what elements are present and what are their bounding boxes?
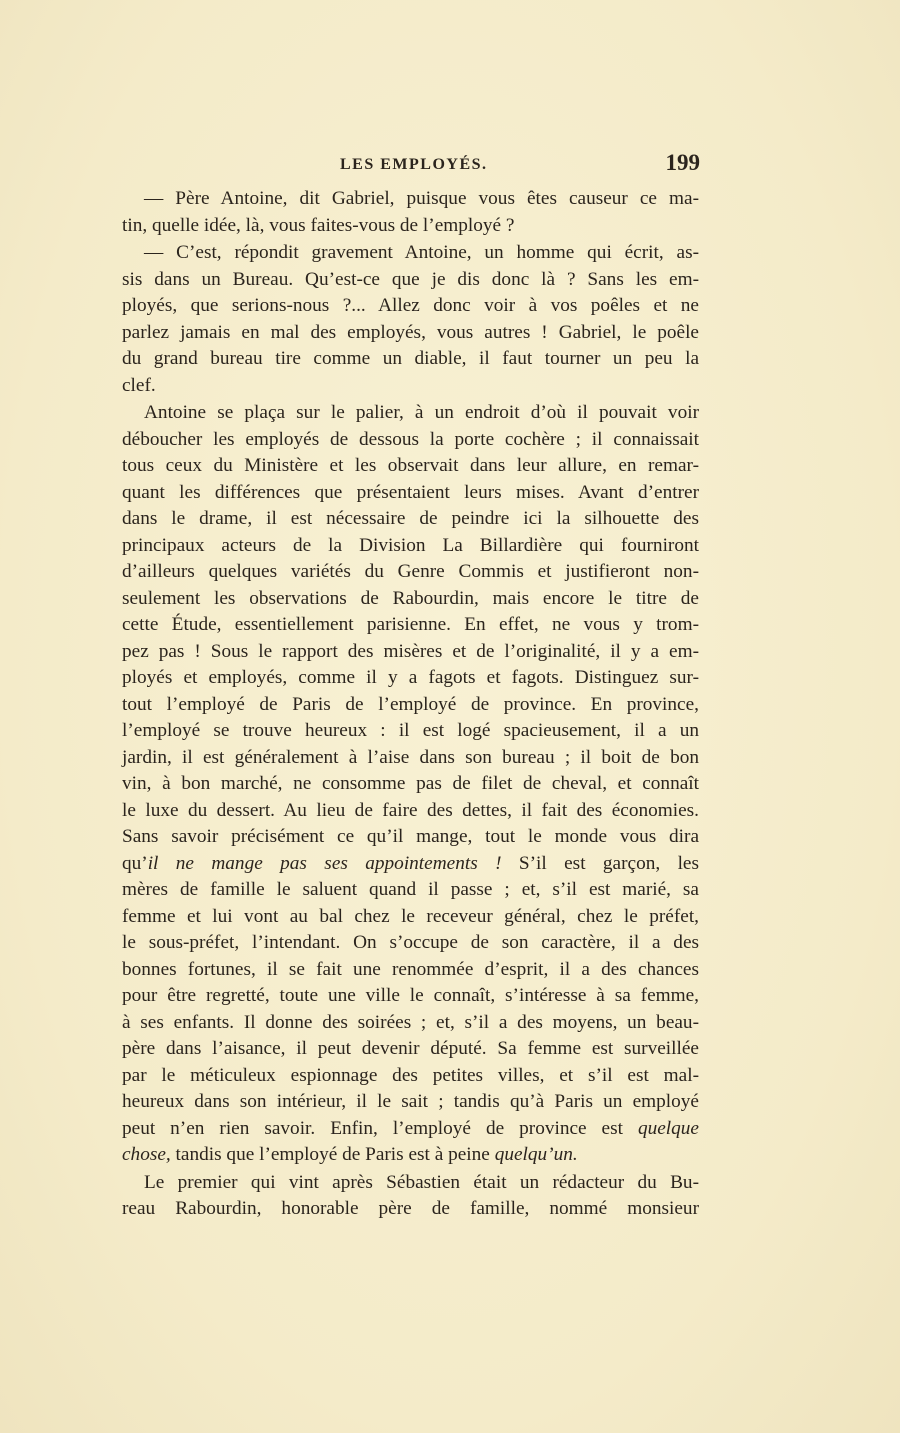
text-line [122,1063,699,1090]
text-line [122,293,699,320]
text-segment: jardin, il est généralement à l’aise dans son bureau ; il boit de bon [122,746,699,768]
text-line [122,586,699,613]
text-line [122,877,699,904]
text-line [122,1170,699,1197]
text-line [122,639,699,666]
text-line [122,320,699,347]
text-line [122,213,699,240]
text-segment: S’il est garçon, les [501,852,699,874]
text-segment: heureux dans son intérieur, il le sait ; tandis qu’à Paris un employé [122,1091,699,1112]
running-title: LES EMPLOYÉS. [340,156,488,173]
text-segment: mères de famille le saluent quand il passe ; et, s’il est marié, sa [122,879,699,900]
text-segment: vin, à bon marché, ne consomme pas de filet de cheval, et connaît [122,773,699,794]
text-segment: dans le drame, il est nécessaire de peindre ici la silhouette des [122,508,699,529]
text-segment: tin, quelle idée, là, vous faites-vous de l’employé ? [122,214,515,236]
text-line [122,346,699,373]
text-segment: ployés, que serions-nous ?... Allez donc voir à vos poêles et ne [122,295,699,316]
italic-text: quelque [637,1117,699,1139]
body-text [122,186,699,1223]
text-line [122,798,699,825]
text-segment: parlez jamais en mal des employés, vous autres ! Gabriel, le poêle [122,321,699,343]
text-segment: tout l’employé de Paris de l’employé de province. En province, [122,693,699,715]
text-segment: sis dans un Bureau. Qu’est-ce que je dis donc là ? Sans les em- [122,268,699,290]
text-line [122,427,699,454]
text-line [122,186,699,213]
text-line [122,453,699,480]
text-line [122,983,699,1010]
text-line [122,930,699,957]
text-line [122,480,699,507]
text-segment: Antoine se plaça sur le palier, à un endroit d’où il pouvait voir [144,402,699,423]
text-segment: bonnes fortunes, il se fait une renommée d’esprit, il a des chances [122,958,699,980]
text-segment: qu’ [122,852,148,874]
text-segment: père dans l’aisance, il peut devenir député. Sa femme est surveillée [122,1038,699,1059]
text-segment: — Père Antoine, dit Gabriel, puisque vous êtes causeur ce ma- [144,188,699,209]
text-line [122,1010,699,1037]
text-segment: déboucher les employés de dessous la porte cochère ; il connaissait [122,428,699,450]
text-segment: le sous-préfet, l’intendant. On s’occupe de son caractère, il a des [122,932,699,953]
text-segment: Sans savoir précisément ce qu’il mange, tout le monde vous dira [122,826,699,847]
text-line [122,612,699,639]
text-segment: femme et lui vont au bal chez le receveur général, chez le préfet, [122,905,699,927]
text-line [122,373,699,400]
text-line [122,745,699,772]
text-line [122,267,699,294]
text-line [122,718,699,745]
text-segment: reau Rabourdin, honorable père de famille, nommé monsieur [122,1198,699,1219]
text-segment: peut n’en rien savoir. Enfin, l’employé de province est [122,1117,638,1139]
text-line [122,506,699,533]
text-segment: — C’est, répondit gravement Antoine, un homme qui écrit, as- [144,242,699,263]
text-segment: seulement les observations de Rabourdin, mais encore le titre de [122,587,699,609]
text-segment: par le méticuleux espionnage des petites villes, et s’il est mal- [122,1064,699,1086]
text-segment: à ses enfants. Il donne des soirées ; et, s’il a des moyens, un beau- [122,1011,699,1033]
text-segment: tous ceux du Ministère et les observait dans leur allure, en remar- [122,455,699,476]
text-line [122,851,699,878]
text-segment: ployés et employés, comme il y a fagots et fagots. Distinguez sur- [122,667,699,688]
text-segment: du grand bureau tire comme un diable, il faut tourner un peu la [122,348,699,369]
text-line [122,1116,699,1143]
page-header [122,150,700,180]
text-segment: l’employé se trouve heureux : il est logé spacieusement, il a un [122,720,699,741]
text-segment: d’ailleurs quelques variétés du Genre Commis et justifieront non- [122,561,699,582]
text-segment: tandis que l’employé de Paris est à peine [170,1144,495,1165]
text-line [122,824,699,851]
text-line [122,400,699,427]
text-line [122,957,699,984]
text-segment: Le premier qui vint après Sébastien était un rédacteur du Bu- [144,1171,699,1193]
text-line [122,1196,699,1223]
text-line [122,1036,699,1063]
text-line [122,559,699,586]
text-segment: cette Étude, essentiellement parisienne. En effet, ne vous y trom- [122,614,699,635]
text-line [122,533,699,560]
text-line [122,240,699,267]
text-segment: quant les différences que présentaient leurs mises. Avant d’entrer [122,481,699,503]
italic-text: chose, [122,1144,171,1165]
text-segment: clef. [122,374,156,396]
text-segment: le luxe du dessert. Au lieu de faire des dettes, il fait des économies. [122,799,699,821]
text-line [122,1142,699,1169]
italic-text: quelqu’un. [494,1144,578,1165]
text-line [122,665,699,692]
text-segment: pez pas ! Sous le rapport des misères et de l’originalité, il y a em- [122,640,699,662]
text-line [122,771,699,798]
text-segment: pour être regretté, toute une ville le connaît, s’intéresse à sa femme, [122,985,699,1006]
text-line [122,1089,699,1116]
italic-text: il ne mange pas ses appointements ! [147,852,502,874]
text-segment: principaux acteurs de la Division La Billardière qui fourniront [122,534,699,556]
text-line [122,904,699,931]
page-number: 199 [665,150,700,175]
text-line [122,692,699,719]
